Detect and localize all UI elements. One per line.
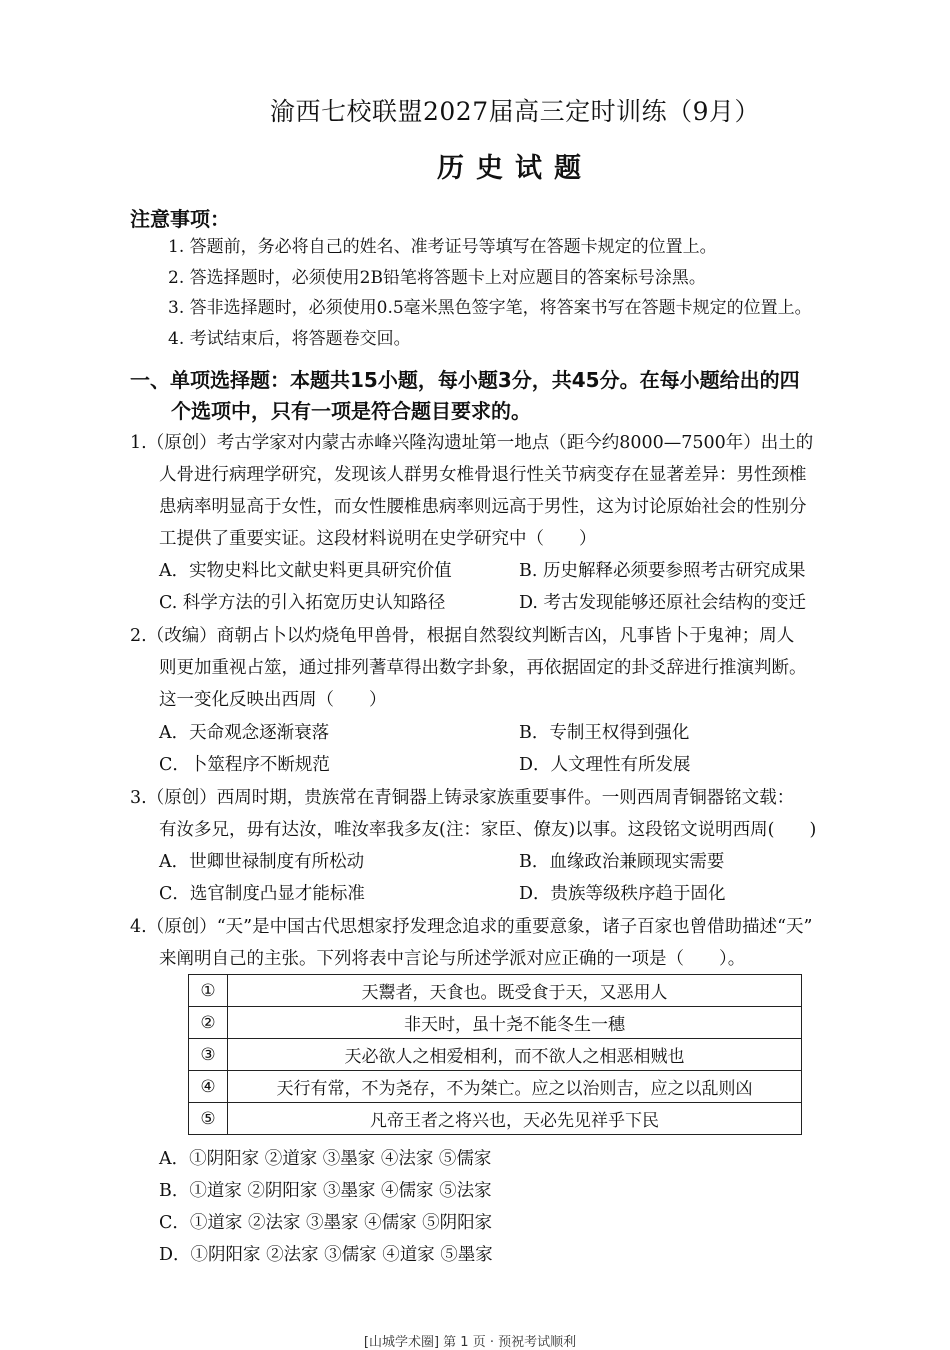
option-d: D．人文理性有所发展 <box>519 755 691 775</box>
table-row <box>189 1103 802 1135</box>
question-line: 1.（原创）考古学家对内蒙古赤峰兴隆沟遗址第一地点（距今约8000—7500年）出土的 <box>130 433 814 453</box>
option-c: C．卜筮程序不断规范 <box>159 755 330 775</box>
question-line: 来阐明自己的主张。下列将表中言论与所述学派对应正确的一项是（ ）。 <box>159 949 746 969</box>
section-heading <box>130 365 870 427</box>
option-b: B．①道家 ②阴阳家 ③墨家 ④儒家 ⑤法家 <box>159 1181 492 1201</box>
option-a: A．①阴阳家 ②道家 ③墨家 ④法家 ⑤儒家 <box>159 1149 492 1169</box>
quotes-table <box>188 974 802 1135</box>
notice-item: 2. 答选择题时，必须使用2B铅笔将答题卡上对应题目的答案标号涂黑。 <box>168 267 706 288</box>
question-line: 有汝多兄，毋有达汝，唯汝率我多友(注：家臣、僚友)以事。这段铭文说明西周( ) <box>159 820 817 840</box>
section-heading-line2: 个选项中，只有一项是符合题目要求的。 <box>171 399 531 423</box>
row-number: ② <box>189 1007 228 1039</box>
row-number: ④ <box>189 1071 228 1103</box>
option-b: B．专制王权得到强化 <box>519 723 690 743</box>
question-line: 2.（改编）商朝占卜以灼烧龟甲兽骨，根据自然裂纹判断吉凶，凡事皆卜于鬼神；周人 <box>130 626 795 646</box>
subject-title: 历史试题 <box>437 153 593 184</box>
question-line: 人骨进行病理学研究，发现该人群男女椎骨退行性关节病变存在显著差异：男性颈椎 <box>159 465 807 485</box>
quote-text: 天行有常，不为尧存，不为桀亡。应之以治则吉，应之以乱则凶 <box>228 1071 802 1103</box>
option-c: C．①道家 ②法家 ③墨家 ④儒家 ⑤阴阳家 <box>159 1213 493 1233</box>
question-2-stem <box>130 620 870 716</box>
question-line: 患病率明显高于女性，而女性腰椎患病率则远高于男性，这为讨论原始社会的性别分 <box>159 497 807 517</box>
notice-list <box>168 232 812 354</box>
row-number: ③ <box>189 1039 228 1071</box>
quote-text: 非天时，虽十尧不能冬生一穗 <box>228 1007 802 1039</box>
question-line: 这一变化反映出西周（ ） <box>159 690 387 710</box>
question-3-options <box>159 846 879 910</box>
notice-heading: 注意事项： <box>130 207 230 231</box>
question-3-stem <box>130 782 870 846</box>
table-row <box>189 1007 802 1039</box>
table-row <box>189 975 802 1007</box>
question-line: 4.（原创）“天”是中国古代思想家抒发理念追求的重要意象，诸子百家也曾借助描述“天” <box>130 917 813 937</box>
page-footer: [山城学术圈] 第 1 页 · 预祝考试顺利 <box>363 1335 577 1350</box>
option-d: D．①阴阳家 ②法家 ③儒家 ④道家 ⑤墨家 <box>159 1245 493 1265</box>
option-c: C．选官制度凸显才能标准 <box>159 884 365 904</box>
question-4-options <box>159 1143 879 1271</box>
table-row <box>189 1039 802 1071</box>
question-4-stem <box>130 911 870 975</box>
exam-title: 渝西七校联盟2027届高三定时训练（9月） <box>269 97 761 126</box>
notice-item: 3. 答非选择题时，必须使用0.5毫米黑色签字笔，将答案书写在答题卡规定的位置上。 <box>168 298 812 318</box>
option-b: B. 历史解释必须要参照考古研究成果 <box>519 561 806 581</box>
option-d: D．贵族等级秩序趋于固化 <box>519 884 726 904</box>
option-a: A．实物史料比文献史料更具研究价值 <box>159 561 452 581</box>
question-line: 工提供了重要实证。这段材料说明在史学研究中（ ） <box>159 529 597 549</box>
option-b: B．血缘政治兼顾现实需要 <box>519 852 725 872</box>
table-row <box>189 1071 802 1103</box>
question-line: 3.（原创）西周时期，贵族常在青铜器上铸录家族重要事件。一则西周青铜器铭文载： <box>130 788 795 808</box>
quote-text: 天鬻者，天食也。既受食于天，又恶用人 <box>228 975 802 1007</box>
quote-text: 凡帝王者之将兴也，天必先见祥乎下民 <box>228 1103 802 1135</box>
question-1-stem <box>130 427 870 555</box>
option-a: A．世卿世禄制度有所松动 <box>159 852 365 872</box>
notice-item: 4. 考试结束后，将答题卷交回。 <box>168 328 411 349</box>
option-c: C. 科学方法的引入拓宽历史认知路径 <box>159 593 446 613</box>
section-heading-line1: 一、单项选择题：本题共15小题，每小题3分，共45分。在每小题给出的四 <box>130 368 800 392</box>
row-number: ① <box>189 975 228 1007</box>
quote-text: 天必欲人之相爱相利，而不欲人之相恶相贼也 <box>228 1039 802 1071</box>
option-d: D. 考古发现能够还原社会结构的变迁 <box>519 593 807 613</box>
question-line: 则更加重视占筮，通过排列蓍草得出数字卦象，再依据固定的卦爻辞进行推演判断。 <box>159 658 807 678</box>
notice-item: 1. 答题前，务必将自己的姓名、准考证号等填写在答题卡规定的位置上。 <box>168 237 717 257</box>
question-1-options <box>159 555 879 619</box>
option-a: A．天命观念逐渐衰落 <box>159 723 330 743</box>
question-2-options <box>159 717 879 781</box>
row-number: ⑤ <box>189 1103 228 1135</box>
